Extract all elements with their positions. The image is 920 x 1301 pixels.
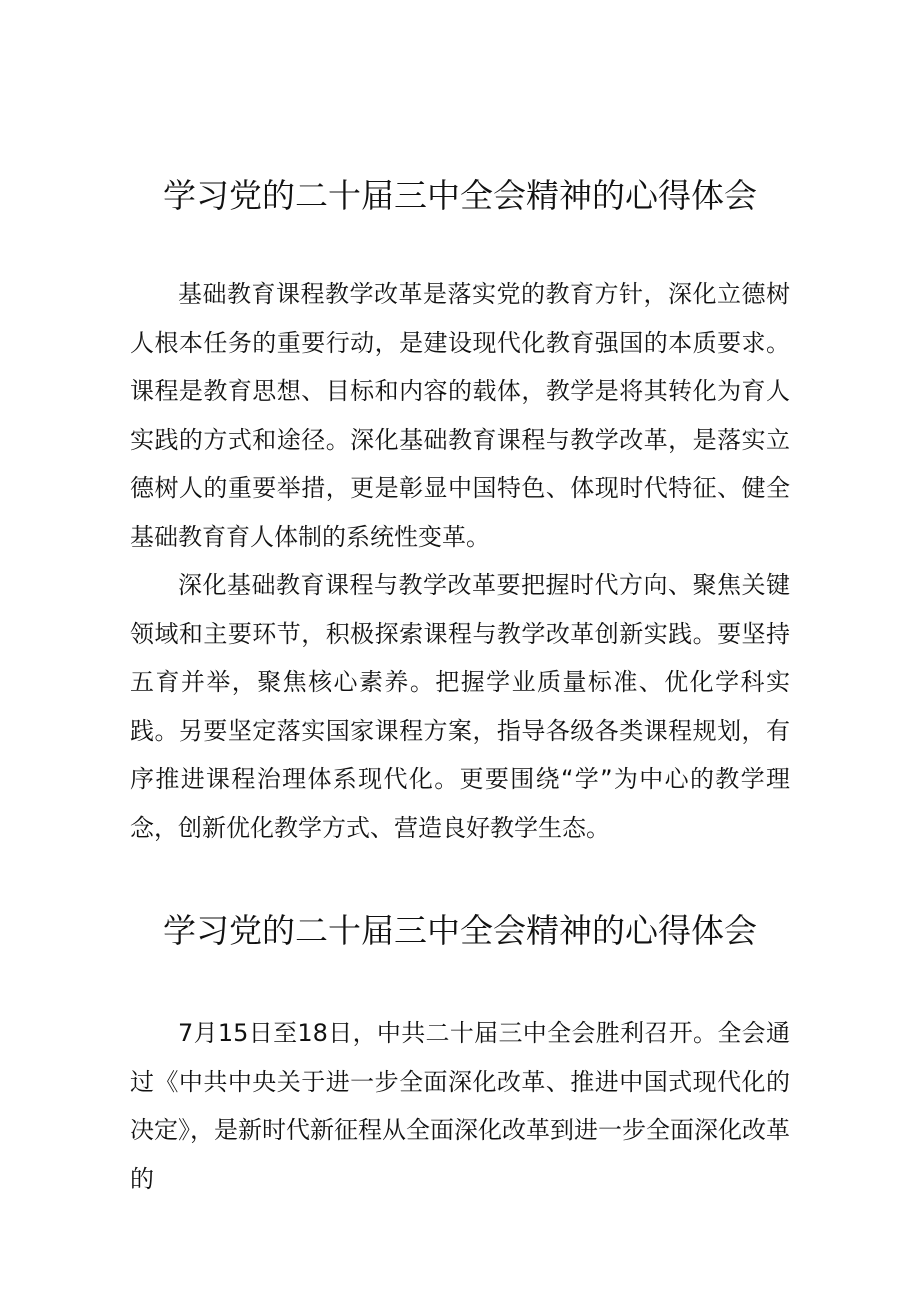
body-paragraph: 7月15日至18日，中共二十届三中全会胜利召开。全会通过《中共中央关于进一步全面深化改革、推进中国式现代化的决定》，是新时代新征程从全面深化改革到进一步全面深化改革的 bbox=[130, 1019, 790, 1193]
essay-title: 学习党的二十届三中全会精神的心得体会 bbox=[163, 176, 757, 215]
body-paragraph: 基础教育课程教学改革是落实党的教育方针，深化立德树人根本任务的重要行动，是建设现代化教育强国的本质要求。课程是教育思想、目标和内容的载体，教学是将其转化为育人实践的方式和途径。深化基础教育课程与教学改革，是落实立德树人的重要举措，更是彰显中国特色、体现时代特征、健全基础教育育人体制的系统性变革。 bbox=[130, 280, 790, 551]
essay-title: 学习党的二十届三中全会精神的心得体会 bbox=[163, 911, 757, 950]
essay-section-2 bbox=[130, 905, 790, 1203]
essay-section-1 bbox=[130, 170, 790, 852]
body-paragraph: 深化基础教育课程与教学改革要把握时代方向、聚焦关键领域和主要环节，积极探索课程与教学改革创新实践。要坚持五育并举，聚焦核心素养。把握学业质量标准、优化学科实践。另要坚定落实国家课程方案，指导各级各类课程规划，有序推进课程治理体系现代化。更要围绕“学”为中心的教学理念，创新优化教学方式、营造良好教学生态。 bbox=[130, 571, 790, 842]
